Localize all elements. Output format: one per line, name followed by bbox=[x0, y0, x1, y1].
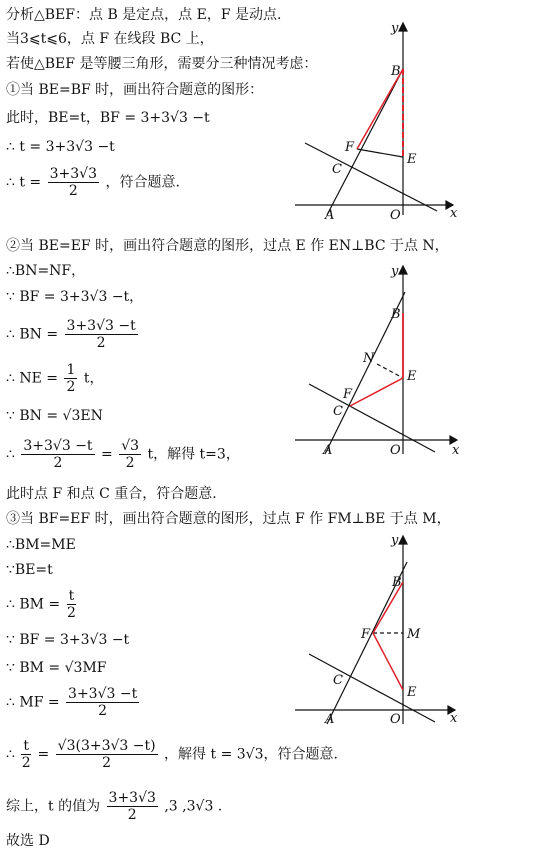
label-B: B bbox=[391, 64, 401, 79]
math-text: 综上，t 的值为 bbox=[6, 798, 101, 815]
fraction bbox=[66, 686, 139, 719]
label-F: F bbox=[361, 627, 371, 642]
figure-case1 bbox=[295, 15, 470, 220]
label-y: y bbox=[391, 264, 399, 279]
label-A: A bbox=[323, 443, 333, 458]
fraction-numerator: √3(3+3√3 −t) bbox=[57, 738, 156, 754]
fraction-numerator: 3+3√3 −t bbox=[66, 318, 136, 334]
math-text: ,3 ,3√3 . bbox=[164, 798, 223, 815]
fraction-numerator: √3 bbox=[121, 438, 140, 454]
fraction-numerator: t bbox=[23, 738, 30, 754]
label-E: E bbox=[407, 685, 417, 700]
math-text: ，符合题意. bbox=[105, 174, 180, 191]
label-y: y bbox=[391, 533, 399, 548]
summary-line bbox=[6, 790, 222, 823]
fraction bbox=[64, 362, 77, 395]
case1-line-a: 此时，BE=t，BF = 3+3√3 −t bbox=[6, 110, 210, 126]
y-arrow-icon bbox=[399, 266, 407, 274]
case1-heading: ①当 BE=BF 时，画出符合题意的图形： bbox=[6, 82, 264, 98]
label-O: O bbox=[390, 443, 401, 458]
math-text: ∴ t = bbox=[6, 174, 42, 191]
label-N: N bbox=[363, 351, 375, 366]
segment-BF bbox=[357, 69, 403, 149]
label-x: x bbox=[450, 711, 458, 726]
label-A: A bbox=[325, 208, 335, 220]
y-arrow-icon bbox=[399, 536, 407, 544]
answer-line: 故选 D bbox=[6, 833, 50, 849]
label-C: C bbox=[333, 404, 343, 419]
line-AB bbox=[327, 69, 403, 215]
fraction-denominator: 2 bbox=[98, 703, 108, 719]
y-arrow-icon bbox=[399, 23, 407, 31]
case2-line-b: ∵ BF = 3+3√3 −t， bbox=[6, 289, 144, 305]
fraction-numerator: 3+3√3 −t bbox=[68, 686, 138, 702]
fraction bbox=[56, 738, 158, 771]
math-text: ∴ MF = bbox=[6, 694, 60, 711]
case3-line-f bbox=[6, 686, 141, 719]
label-x: x bbox=[450, 206, 458, 220]
figure-case3 bbox=[295, 530, 470, 730]
fraction-denominator: 2 bbox=[102, 755, 112, 771]
fraction-numerator: 3+3√3 −t bbox=[23, 438, 93, 454]
label-O: O bbox=[390, 712, 401, 727]
fraction bbox=[119, 438, 141, 471]
math-text: = bbox=[37, 746, 50, 763]
figure-case2 bbox=[295, 258, 470, 463]
case2-line-a: ∴BN=NF， bbox=[6, 263, 86, 279]
label-A: A bbox=[325, 712, 335, 727]
fraction-denominator: 2 bbox=[127, 807, 137, 823]
label-M: M bbox=[407, 627, 421, 642]
case3-line-e: ∵ BM = √3MF bbox=[6, 660, 107, 676]
math-text: = bbox=[101, 446, 113, 463]
math-text: t，解得 t=3， bbox=[147, 446, 240, 463]
math-text: ∴ NE = bbox=[6, 370, 59, 387]
math-text: ∴ bbox=[6, 446, 15, 463]
fraction-numerator: 1 bbox=[66, 362, 76, 378]
analysis-line-1: 分析△BEF：点 B 是定点，点 E，F 是动点. bbox=[6, 7, 282, 23]
fraction bbox=[21, 738, 31, 771]
math-text: ∴ bbox=[6, 746, 15, 763]
case3-line-d: ∵ BF = 3+3√3 −t bbox=[6, 632, 130, 648]
case3-heading: ③当 BF=EF 时，画出符合题意的图形，过点 F 作 FM⊥BE 于点 M， bbox=[6, 511, 451, 527]
case2-line-g: 此时点 F 和点 C 重合，符合题意. bbox=[6, 486, 217, 502]
fraction-denominator: 2 bbox=[53, 455, 63, 471]
case3-line-b: ∵BE=t bbox=[6, 562, 53, 578]
label-y: y bbox=[391, 21, 399, 36]
fraction bbox=[21, 438, 94, 471]
case2-line-f bbox=[6, 438, 240, 471]
case2-line-c bbox=[6, 318, 140, 351]
fraction-denominator: 2 bbox=[68, 183, 78, 199]
line-AC-extended bbox=[305, 143, 437, 211]
math-text: ∴ BM = bbox=[6, 596, 61, 613]
fraction-denominator: 2 bbox=[66, 379, 76, 395]
label-B: B bbox=[392, 575, 402, 590]
fraction-denominator: 2 bbox=[96, 335, 106, 351]
segment-FE bbox=[357, 149, 403, 157]
case2-heading: ②当 BE=EF 时，画出符合题意的图形，过点 E 作 EN⊥BC 于点 N， bbox=[6, 238, 449, 254]
fraction bbox=[107, 790, 158, 823]
label-B: B bbox=[391, 307, 401, 322]
label-C: C bbox=[332, 162, 342, 177]
case2-line-d bbox=[6, 362, 103, 395]
label-E: E bbox=[407, 152, 417, 167]
fraction bbox=[65, 318, 138, 351]
math-text: ∴ BN = bbox=[6, 326, 59, 343]
label-F: F bbox=[345, 140, 355, 155]
math-text: ，解得 t = 3√3，符合题意. bbox=[164, 746, 338, 763]
fraction-denominator: 2 bbox=[21, 755, 31, 771]
label-C: C bbox=[333, 673, 343, 688]
analysis-line-2: 当3⩽t⩽6，点 F 在线段 BC 上， bbox=[6, 31, 214, 47]
math-text: t， bbox=[83, 370, 104, 387]
segment-EF bbox=[373, 633, 403, 690]
case2-line-e: ∵ BN = √3EN bbox=[6, 408, 103, 424]
case3-line-a: ∴BM=ME bbox=[6, 537, 76, 553]
case1-line-c bbox=[6, 166, 180, 199]
fraction-numerator: t bbox=[68, 588, 75, 604]
analysis-line-3: 若使△BEF 是等腰三角形，需要分三种情况考虑： bbox=[6, 56, 318, 72]
fraction bbox=[67, 588, 77, 621]
fraction-numerator: 3+3√3 bbox=[49, 166, 97, 182]
case3-line-g bbox=[6, 738, 338, 771]
label-F: F bbox=[343, 387, 353, 402]
fraction-denominator: 2 bbox=[66, 605, 76, 621]
case3-line-c bbox=[6, 588, 78, 621]
label-x: x bbox=[452, 443, 460, 458]
label-E: E bbox=[407, 369, 417, 384]
fraction-numerator: 3+3√3 bbox=[108, 790, 156, 806]
case1-line-b: ∴ t = 3+3√3 −t bbox=[6, 139, 115, 155]
fraction-denominator: 2 bbox=[125, 455, 135, 471]
segment-EF bbox=[350, 378, 403, 406]
fraction bbox=[48, 166, 99, 199]
segment-EN bbox=[377, 364, 403, 378]
label-O: O bbox=[390, 208, 401, 220]
